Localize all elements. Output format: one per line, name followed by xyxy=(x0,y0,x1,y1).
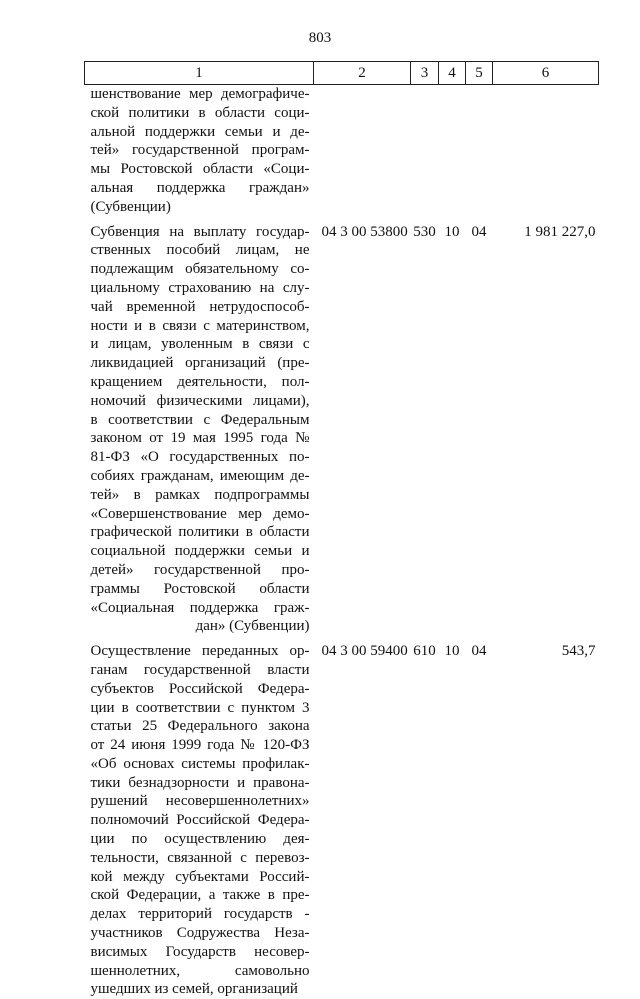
description-line: шеннолетних, самовольно xyxy=(91,962,310,981)
description-line: рушений несовершеннолетних» xyxy=(91,792,310,811)
budget-table xyxy=(84,61,599,999)
table-row xyxy=(85,85,599,217)
description-line: «Социальная поддержка граж- xyxy=(91,599,310,618)
row-col-5 xyxy=(466,85,493,217)
description-line: и лицам, уволенным в связи с xyxy=(91,335,310,354)
header-col-3: 3 xyxy=(411,62,439,85)
description-line: ганам государственной власти xyxy=(91,661,310,680)
description-line: тей» в рамках подпрограммы xyxy=(91,486,310,505)
description-line: кой между субъектами Россий- xyxy=(91,868,310,887)
description-line: ушедших из семей, организаций xyxy=(91,980,310,999)
row-col-3: 530 xyxy=(411,217,439,637)
description-line: дан» (Субвенции) xyxy=(91,617,310,636)
header-col-1: 1 xyxy=(85,62,314,85)
row-code xyxy=(314,85,411,217)
description-line: социальной поддержки семьи и xyxy=(91,542,310,561)
header-col-2: 2 xyxy=(314,62,411,85)
row-code: 04 3 00 59400 xyxy=(314,636,411,999)
row-col-5: 04 xyxy=(466,217,493,637)
row-col-4: 10 xyxy=(439,636,466,999)
description-line: Субвенция на выплату государ- xyxy=(91,223,310,242)
description-line: ственных пособий лицам, не xyxy=(91,241,310,260)
description-line: делах территорий государств - xyxy=(91,905,310,924)
description-line: граммы Ростовской области xyxy=(91,580,310,599)
description-line: тей» государственной програм- xyxy=(91,141,310,160)
header-col-4: 4 xyxy=(439,62,466,85)
row-description xyxy=(85,636,314,999)
description-line: кращением деятельности, пол- xyxy=(91,373,310,392)
description-line: субъектов Российской Федера- xyxy=(91,680,310,699)
row-col-5: 04 xyxy=(466,636,493,999)
header-col-5: 5 xyxy=(466,62,493,85)
description-line: Осуществление переданных ор- xyxy=(91,642,310,661)
description-line: ской политики в области соци- xyxy=(91,104,310,123)
description-line: подлежащим обязательному со- xyxy=(91,260,310,279)
description-line: (Субвенции) xyxy=(91,198,310,217)
description-line: номочий физическими лицами), xyxy=(91,392,310,411)
description-line: альной поддержки семьи и де- xyxy=(91,123,310,142)
description-line: статьи 25 Федерального закона xyxy=(91,717,310,736)
description-line: ции по осуществлению дея- xyxy=(91,830,310,849)
table-row xyxy=(85,636,599,999)
row-amount: 1 981 227,0 xyxy=(493,217,599,637)
description-line: ликвидацией организаций (пре- xyxy=(91,354,310,373)
description-line: полномочий Российской Федера- xyxy=(91,811,310,830)
page-number: 803 xyxy=(0,30,640,47)
description-line: альная поддержка граждан» xyxy=(91,179,310,198)
description-line: «Совершенствование мер демо- xyxy=(91,505,310,524)
description-line: графической политики в области xyxy=(91,523,310,542)
description-line: от 24 июня 1999 года № 120-ФЗ xyxy=(91,736,310,755)
row-amount xyxy=(493,85,599,217)
description-line: 81-ФЗ «О государственных по- xyxy=(91,448,310,467)
header-col-6: 6 xyxy=(493,62,599,85)
row-description xyxy=(85,85,314,217)
row-amount: 543,7 xyxy=(493,636,599,999)
table-row xyxy=(85,217,599,637)
header-row xyxy=(85,62,599,85)
description-line: шенствование мер демографиче- xyxy=(91,85,310,104)
description-line: мы Ростовской области «Соци- xyxy=(91,160,310,179)
description-line: собиях гражданам, имеющим де- xyxy=(91,467,310,486)
description-line: висимых Государств несовер- xyxy=(91,943,310,962)
description-line: ности и в связи с материнством, xyxy=(91,317,310,336)
description-line: тельности, связанной с перевоз- xyxy=(91,849,310,868)
row-col-3: 610 xyxy=(411,636,439,999)
description-line: ской Федерации, а также в пре- xyxy=(91,886,310,905)
row-description xyxy=(85,217,314,637)
description-line: детей» государственной про- xyxy=(91,561,310,580)
description-line: в соответствии с Федеральным xyxy=(91,411,310,430)
description-line: участников Содружества Неза- xyxy=(91,924,310,943)
row-code: 04 3 00 53800 xyxy=(314,217,411,637)
description-line: «Об основах системы профилак- xyxy=(91,755,310,774)
description-line: законом от 19 мая 1995 года № xyxy=(91,429,310,448)
description-line: ции в соответствии с пунктом 3 xyxy=(91,699,310,718)
description-line: циальному страхованию на слу- xyxy=(91,279,310,298)
table-body xyxy=(85,85,599,999)
row-col-4: 10 xyxy=(439,217,466,637)
row-col-3 xyxy=(411,85,439,217)
description-line: чай временной нетрудоспособ- xyxy=(91,298,310,317)
description-line: тики безнадзорности и правона- xyxy=(91,774,310,793)
row-col-4 xyxy=(439,85,466,217)
